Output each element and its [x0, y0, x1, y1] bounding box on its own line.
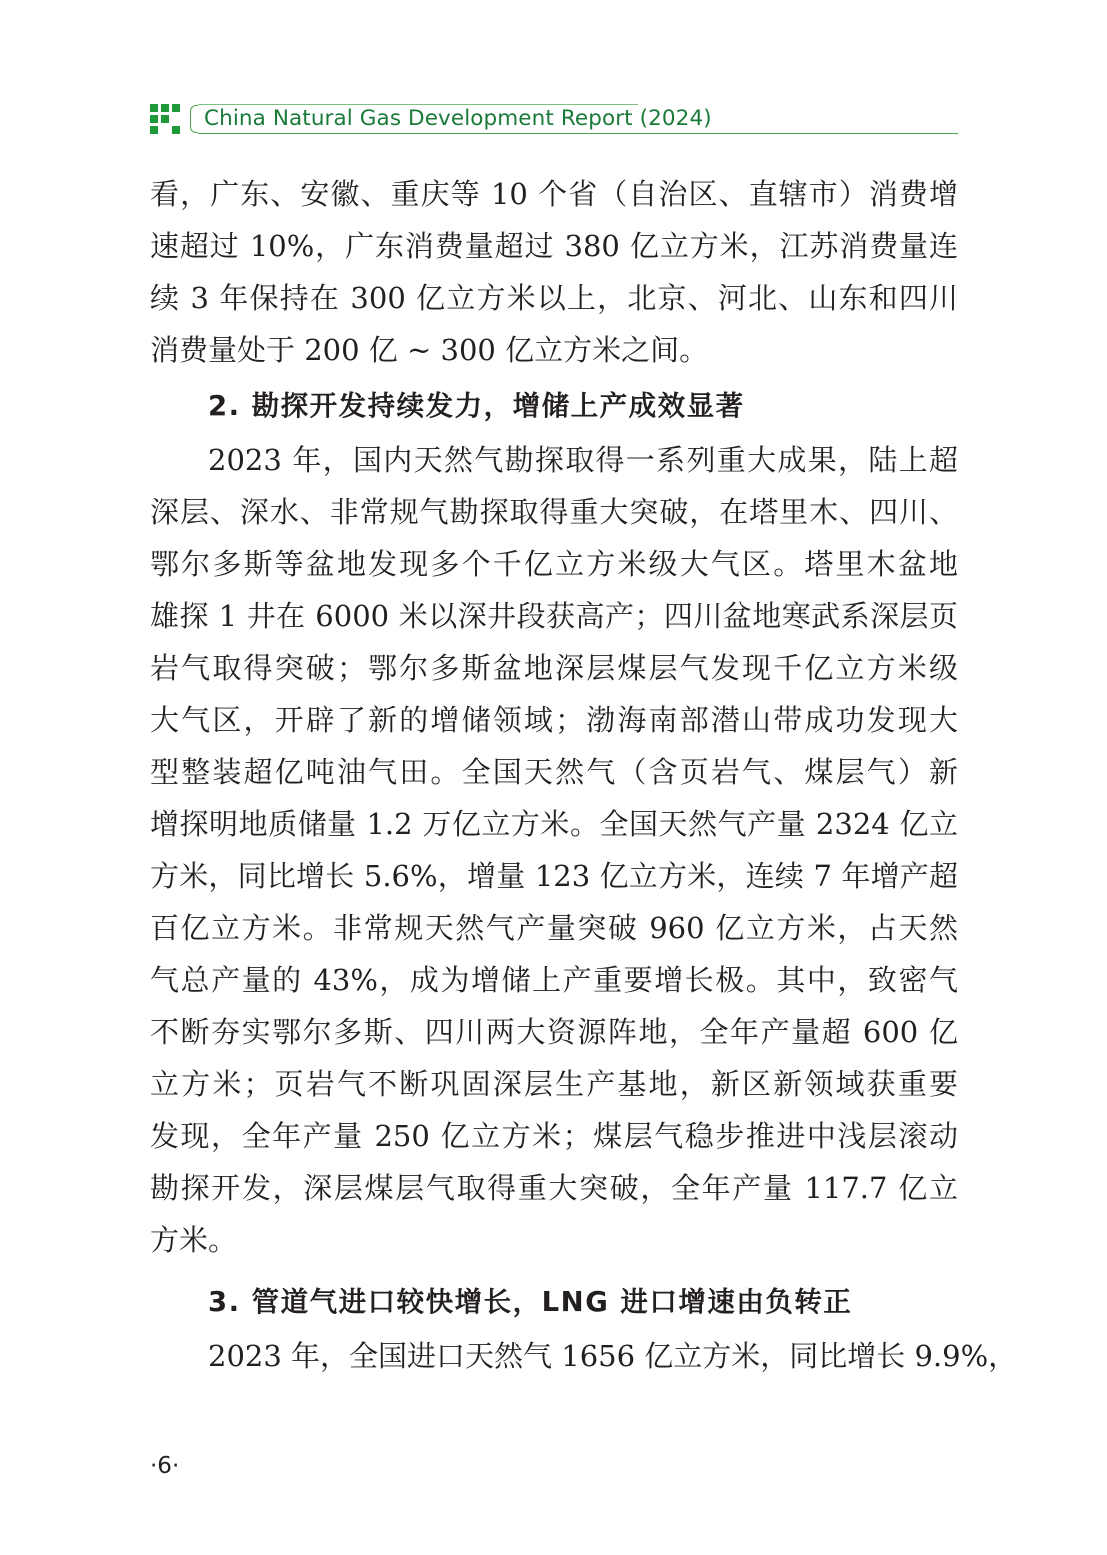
body-line: 勘探开发，深层煤层气取得重大突破，全年产量 117.7 亿立: [150, 1171, 958, 1205]
body-line: 速超过 10%，广东消费量超过 380 亿立方米，江苏消费量连: [150, 229, 958, 263]
header-rule-bottom: [198, 133, 958, 134]
body-line: 2023 年，全国进口天然气 1656 亿立方米，同比增长 9.9%，: [208, 1339, 1018, 1373]
body-line: 岩气取得突破；鄂尔多斯盆地深层煤层气发现千亿立方米级: [150, 651, 958, 685]
running-header: [150, 100, 958, 138]
body-line: 消费量处于 200 亿 ~ 300 亿立方米之间。: [150, 333, 709, 367]
body-line: 鄂尔多斯等盆地发现多个千亿立方米级大气区。塔里木盆地: [150, 547, 958, 581]
body-line: 方米，同比增长 5.6%，增量 123 亿立方米，连续 7 年增产超: [150, 859, 958, 893]
body-line: 增探明地质储量 1.2 万亿立方米。全国天然气产量 2324 亿立: [150, 807, 958, 841]
body-line: 深层、深水、非常规气勘探取得重大突破，在塔里木、四川、: [150, 495, 958, 529]
header-bracket: [190, 105, 198, 133]
header-rule-top: [198, 104, 638, 105]
body-line: 立方米；页岩气不断巩固深层生产基地，新区新领域获重要: [150, 1067, 958, 1101]
body-line: 大气区，开辟了新的增储领域；渤海南部潜山带成功发现大: [150, 703, 958, 737]
report-logo-icon: [150, 104, 184, 134]
body-line: 方米。: [150, 1223, 238, 1257]
page-number: ·6·: [150, 1453, 180, 1479]
body-line: 百亿立方米。非常规天然气产量突破 960 亿立方米，占天然: [150, 911, 958, 945]
section-heading-3: 3. 管道气进口较快增长，LNG 进口增速由负转正: [208, 1286, 853, 1318]
body-line: 型整装超亿吨油气田。全国天然气（含页岩气、煤层气）新: [150, 755, 958, 789]
body-line: 发现，全年产量 250 亿立方米；煤层气稳步推进中浅层滚动: [150, 1119, 958, 1153]
body-line: 不断夯实鄂尔多斯、四川两大资源阵地，全年产量超 600 亿: [150, 1015, 958, 1049]
body-line: 气总产量的 43%，成为增储上产重要增长极。其中，致密气: [150, 963, 958, 997]
body-line: 雄探 1 井在 6000 米以深井段获高产；四川盆地寒武系深层页: [150, 599, 958, 633]
body-line: 看，广东、安徽、重庆等 10 个省（自治区、直辖市）消费增: [150, 177, 958, 211]
body-line: 2023 年，国内天然气勘探取得一系列重大成果，陆上超: [208, 443, 958, 477]
header-title: China Natural Gas Development Report (2024): [204, 106, 712, 131]
section-heading-2: 2. 勘探开发持续发力，增储上产成效显著: [208, 390, 745, 422]
body-line: 续 3 年保持在 300 亿立方米以上，北京、河北、山东和四川: [150, 281, 958, 315]
